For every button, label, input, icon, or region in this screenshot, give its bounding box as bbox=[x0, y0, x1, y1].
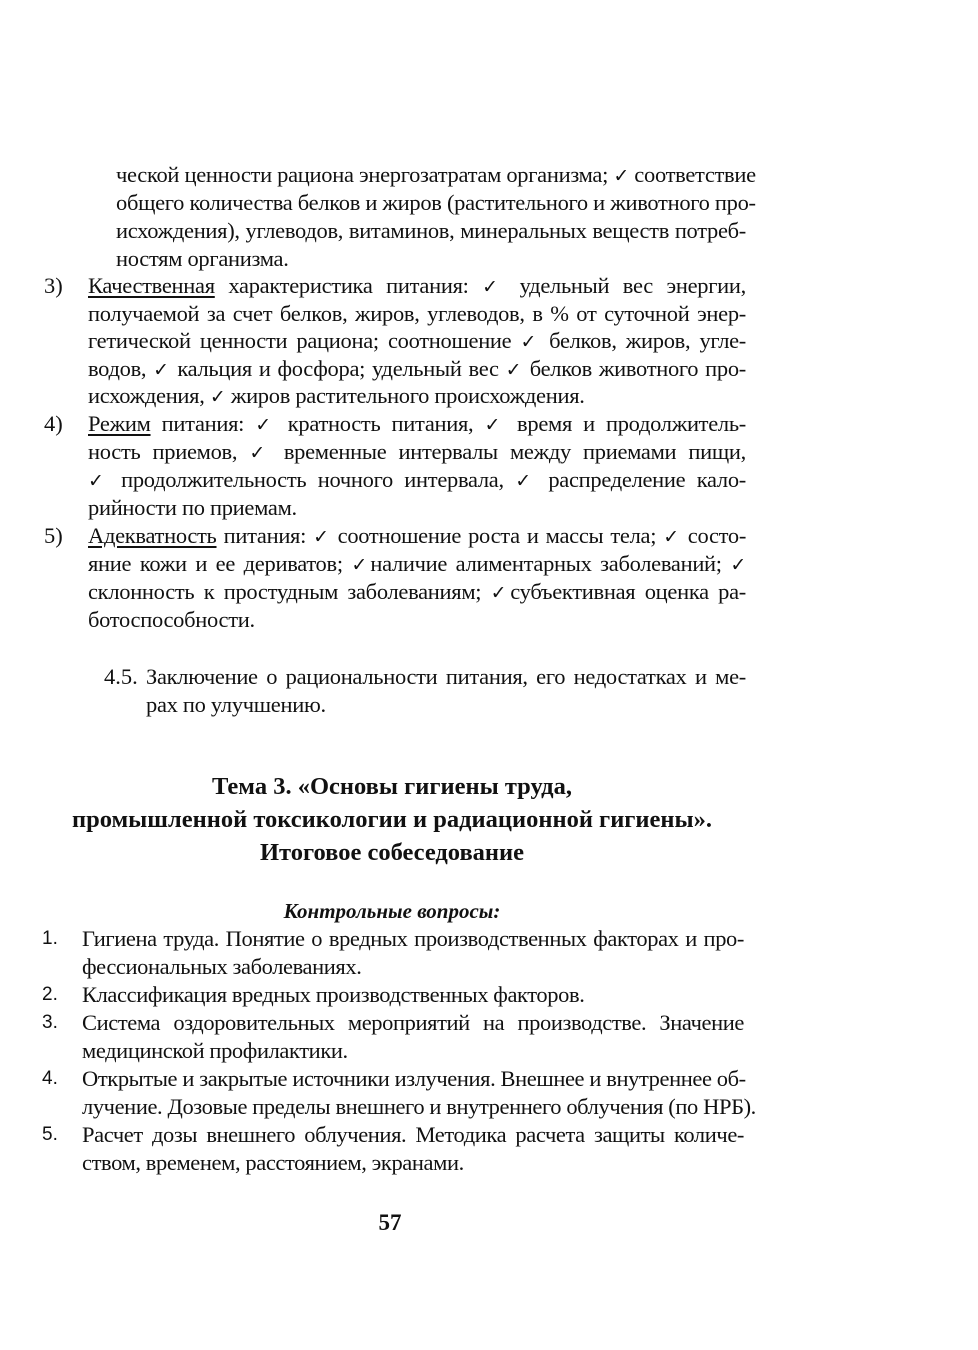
topic-heading-line: Тема 3. «Основы гигиены труда, bbox=[212, 773, 572, 800]
question-number: 2. bbox=[42, 984, 58, 1005]
checkmark-icon: ✓ bbox=[520, 331, 540, 353]
checkmark-icon: ✓ bbox=[515, 470, 537, 492]
text-line: общего количества белков и жиров (растительного и животного про- bbox=[116, 190, 756, 215]
question-line: Расчет дозы внешнего облучения. Методика расчета защиты количе- bbox=[82, 1122, 744, 1147]
topic-heading-line: промышленной токсикологии и радиационной гигиены». bbox=[71, 806, 713, 833]
question-number: 3. bbox=[42, 1012, 58, 1033]
text-line: получаемой за счет белков, жиров, углеводов, в % от суточной энер- bbox=[88, 301, 746, 326]
checkmark-icon: ✓ bbox=[482, 276, 507, 298]
list-item-text: характеристика питания: ✓ удельный вес энергии, bbox=[214, 273, 746, 298]
text-line: рийности по приемам. bbox=[88, 495, 297, 520]
checkmark-icon: ✓ bbox=[505, 359, 523, 381]
question-line: Открытые и закрытые источники излучения. Внешнее и внутреннее об- bbox=[82, 1066, 746, 1091]
questions-subheading: Контрольные вопросы: bbox=[283, 899, 501, 923]
checkmark-icon: ✓ bbox=[663, 526, 681, 548]
checkmark-icon: ✓ bbox=[730, 554, 746, 576]
checkmark-icon: ✓ bbox=[351, 554, 371, 576]
page-number: 57 bbox=[378, 1210, 402, 1235]
text-line: исхождения), углеводов, витаминов, минеральных веществ потреб- bbox=[116, 218, 746, 243]
question-line: фессиональных заболеваниях. bbox=[82, 954, 362, 979]
text-line: исхождения, ✓ жиров растительного происхождения. bbox=[88, 383, 585, 408]
text-line: рах по улучшению. bbox=[146, 692, 326, 717]
checkmark-icon: ✓ bbox=[490, 582, 511, 604]
text-line: склонность к простудным заболеваниям; ✓субъективная оценка ра- bbox=[88, 579, 747, 604]
checkmark-icon: ✓ bbox=[255, 414, 277, 436]
question-line: ством, временем, расстоянием, экранами. bbox=[82, 1150, 464, 1175]
list-item-term: Адекватность bbox=[88, 523, 217, 548]
question-line: Гигиена труда. Понятие о вредных производственных факторах и про- bbox=[82, 926, 744, 951]
checkmark-icon: ✓ bbox=[209, 386, 226, 408]
text-line: ческой ценности рациона энергозатратам организма; ✓ соответствие bbox=[116, 162, 756, 187]
list-item-term: Качественная bbox=[88, 273, 215, 298]
text-line: ✓ продолжительность ночного интервала, ✓ распределение кало- bbox=[88, 467, 746, 492]
list-item-text: питания: ✓ соотношение роста и массы тела; ✓ состо- bbox=[216, 523, 747, 548]
topic-heading-line: Итоговое собеседование bbox=[259, 839, 525, 866]
text-line: ность приемов, ✓ временные интервалы между приемами пищи, bbox=[88, 439, 746, 464]
list-number: 3) bbox=[44, 273, 63, 298]
question-line: Система оздоровительных мероприятий на производстве. Значение bbox=[82, 1010, 744, 1035]
checkmark-icon: ✓ bbox=[484, 414, 506, 436]
text-line: Заключение о рациональности питания, его недостатках и ме- bbox=[146, 664, 746, 689]
checkmark-icon: ✓ bbox=[613, 165, 629, 187]
question-number: 4. bbox=[42, 1068, 58, 1089]
checkmark-icon: ✓ bbox=[249, 442, 272, 464]
list-item-term: Режим bbox=[88, 411, 151, 436]
section-number: 4.5. bbox=[104, 664, 138, 689]
text-line: гетической ценности рациона; соотношение ✓ белков, жиров, угле- bbox=[88, 328, 747, 353]
list-number: 4) bbox=[44, 411, 63, 436]
list-item-text: питания: ✓ кратность питания, ✓ время и продолжитель- bbox=[150, 411, 746, 436]
checkmark-icon: ✓ bbox=[313, 526, 331, 548]
question-line: Классификация вредных производственных факторов. bbox=[82, 982, 585, 1007]
question-line: медицинской профилактики. bbox=[82, 1038, 348, 1063]
text-line: ботоспособности. bbox=[88, 607, 255, 632]
list-number: 5) bbox=[44, 523, 63, 548]
list-item-first-line bbox=[88, 410, 746, 439]
text-line: водов, ✓ кальция и фосфора; удельный вес ✓ белков животного про- bbox=[88, 356, 747, 381]
text-line: яние кожи и ее дериватов; ✓наличие алиментарных заболеваний; ✓ bbox=[88, 551, 746, 576]
checkmark-icon: ✓ bbox=[88, 470, 110, 492]
question-number: 5. bbox=[42, 1124, 58, 1145]
list-item-first-line bbox=[88, 522, 746, 551]
question-line: лучение. Дозовые пределы внешнего и внутреннего облучения (по НРБ). bbox=[82, 1094, 756, 1119]
list-item-first-line bbox=[88, 272, 746, 301]
text-line: ностям организма. bbox=[116, 246, 289, 271]
question-number: 1. bbox=[42, 928, 58, 949]
checkmark-icon: ✓ bbox=[153, 359, 171, 381]
